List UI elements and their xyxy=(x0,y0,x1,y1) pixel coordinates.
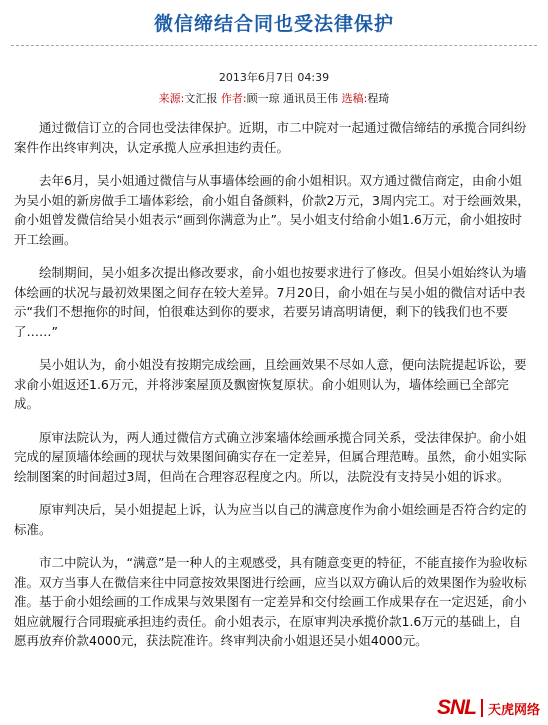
article-body xyxy=(14,118,530,665)
logo-latin: SNL xyxy=(436,696,476,719)
logo-cn: 天虎网络 xyxy=(487,702,540,718)
editor-label: 选稿: xyxy=(341,92,368,105)
site-watermark-logo xyxy=(437,695,540,721)
paragraph-1: 通过微信订立的合同也受法律保护。近期，市二中院对一起通过微信缔结的承揽合同纠纷案件作出终审判决，认定承揽人应承担违约责任。 xyxy=(14,120,527,155)
paragraph-3: 绘制期间，吴小姐多次提出修改要求，俞小姐也按要求进行了修改。但吴小姐始终认为墙体绘画的状况与最初效果图之间存在较大差异。7月20日，俞小姐在与吴小姐的微信对话中表示“我们不想拖你的时间，怕很难达到你的要求，若要另请高明请便，剩下的钱我们也不要了……” xyxy=(14,265,527,339)
title-divider xyxy=(11,45,537,46)
editor-value: 程琦 xyxy=(367,92,390,105)
article-meta xyxy=(0,90,548,106)
logo-divider xyxy=(481,699,483,717)
source-label: 来源: xyxy=(158,92,185,105)
paragraph-4: 吴小姐认为，俞小姐没有按期完成绘画，且绘画效果不尽如人意，便向法院提起诉讼，要求俞小姐返还1.6万元，并将涉案屋顶及飘窗恢复原状。俞小姐则认为，墙体绘画已全部完成。 xyxy=(14,357,527,411)
author-label: 作者: xyxy=(220,92,247,105)
author-value: 顾一琼 通讯员王伟 xyxy=(246,92,339,105)
publish-date: 2013年6月7日 04:39 xyxy=(218,71,330,84)
paragraph-7: 市二中院认为，“满意”是一种人的主观感受，具有随意变更的特征，不能直接作为验收标准。双方当事人在微信来往中同意按效果图进行绘画，应当以双方确认后的效果图作为验收标准。基于俞小姐绘画的工作成果与效果图有一定差异和交付绘画工作成果存在一定迟延，俞小姐应就履行合同瑕疵承担违约责任。俞小姐表示，在原审判决承揽价款1.6万元的基础上，自愿再放弃价款4000元，获法院准许。终审判决俞小姐退还吴小姐4000元。 xyxy=(14,555,527,648)
article-title: 微信缔结合同也受法律保护 xyxy=(153,13,394,35)
paragraph-6: 原审判决后，吴小姐提起上诉，认为应当以自己的满意度作为俞小姐绘画是否符合约定的标准。 xyxy=(14,502,527,537)
paragraph-5: 原审法院认为，两人通过微信方式确立涉案墙体绘画承揽合同关系，受法律保护。俞小姐完成的屋顶墙体绘画的现状与效果图间确实存在一定差异，但属合理范畴。虽然，俞小姐实际绘制图案的时间超过3周，但尚在合理容忍程度之内。所以，法院没有支持吴小姐的诉求。 xyxy=(14,429,527,484)
source-value: 文汇报 xyxy=(184,92,218,105)
paragraph-2: 去年6月，吴小姐通过微信与从事墙体绘画的俞小姐相识。双方通过微信商定，由俞小姐为吴小姐的新房做手工墙体彩绘，俞小姐自备颜料，价款2万元，3周内完工。对于绘画效果，俞小姐曾发微信给吴小姐表示“画到你满意为止”。吴小姐支付给俞小姐1.6万元，俞小姐按时开工绘画。 xyxy=(14,173,530,247)
